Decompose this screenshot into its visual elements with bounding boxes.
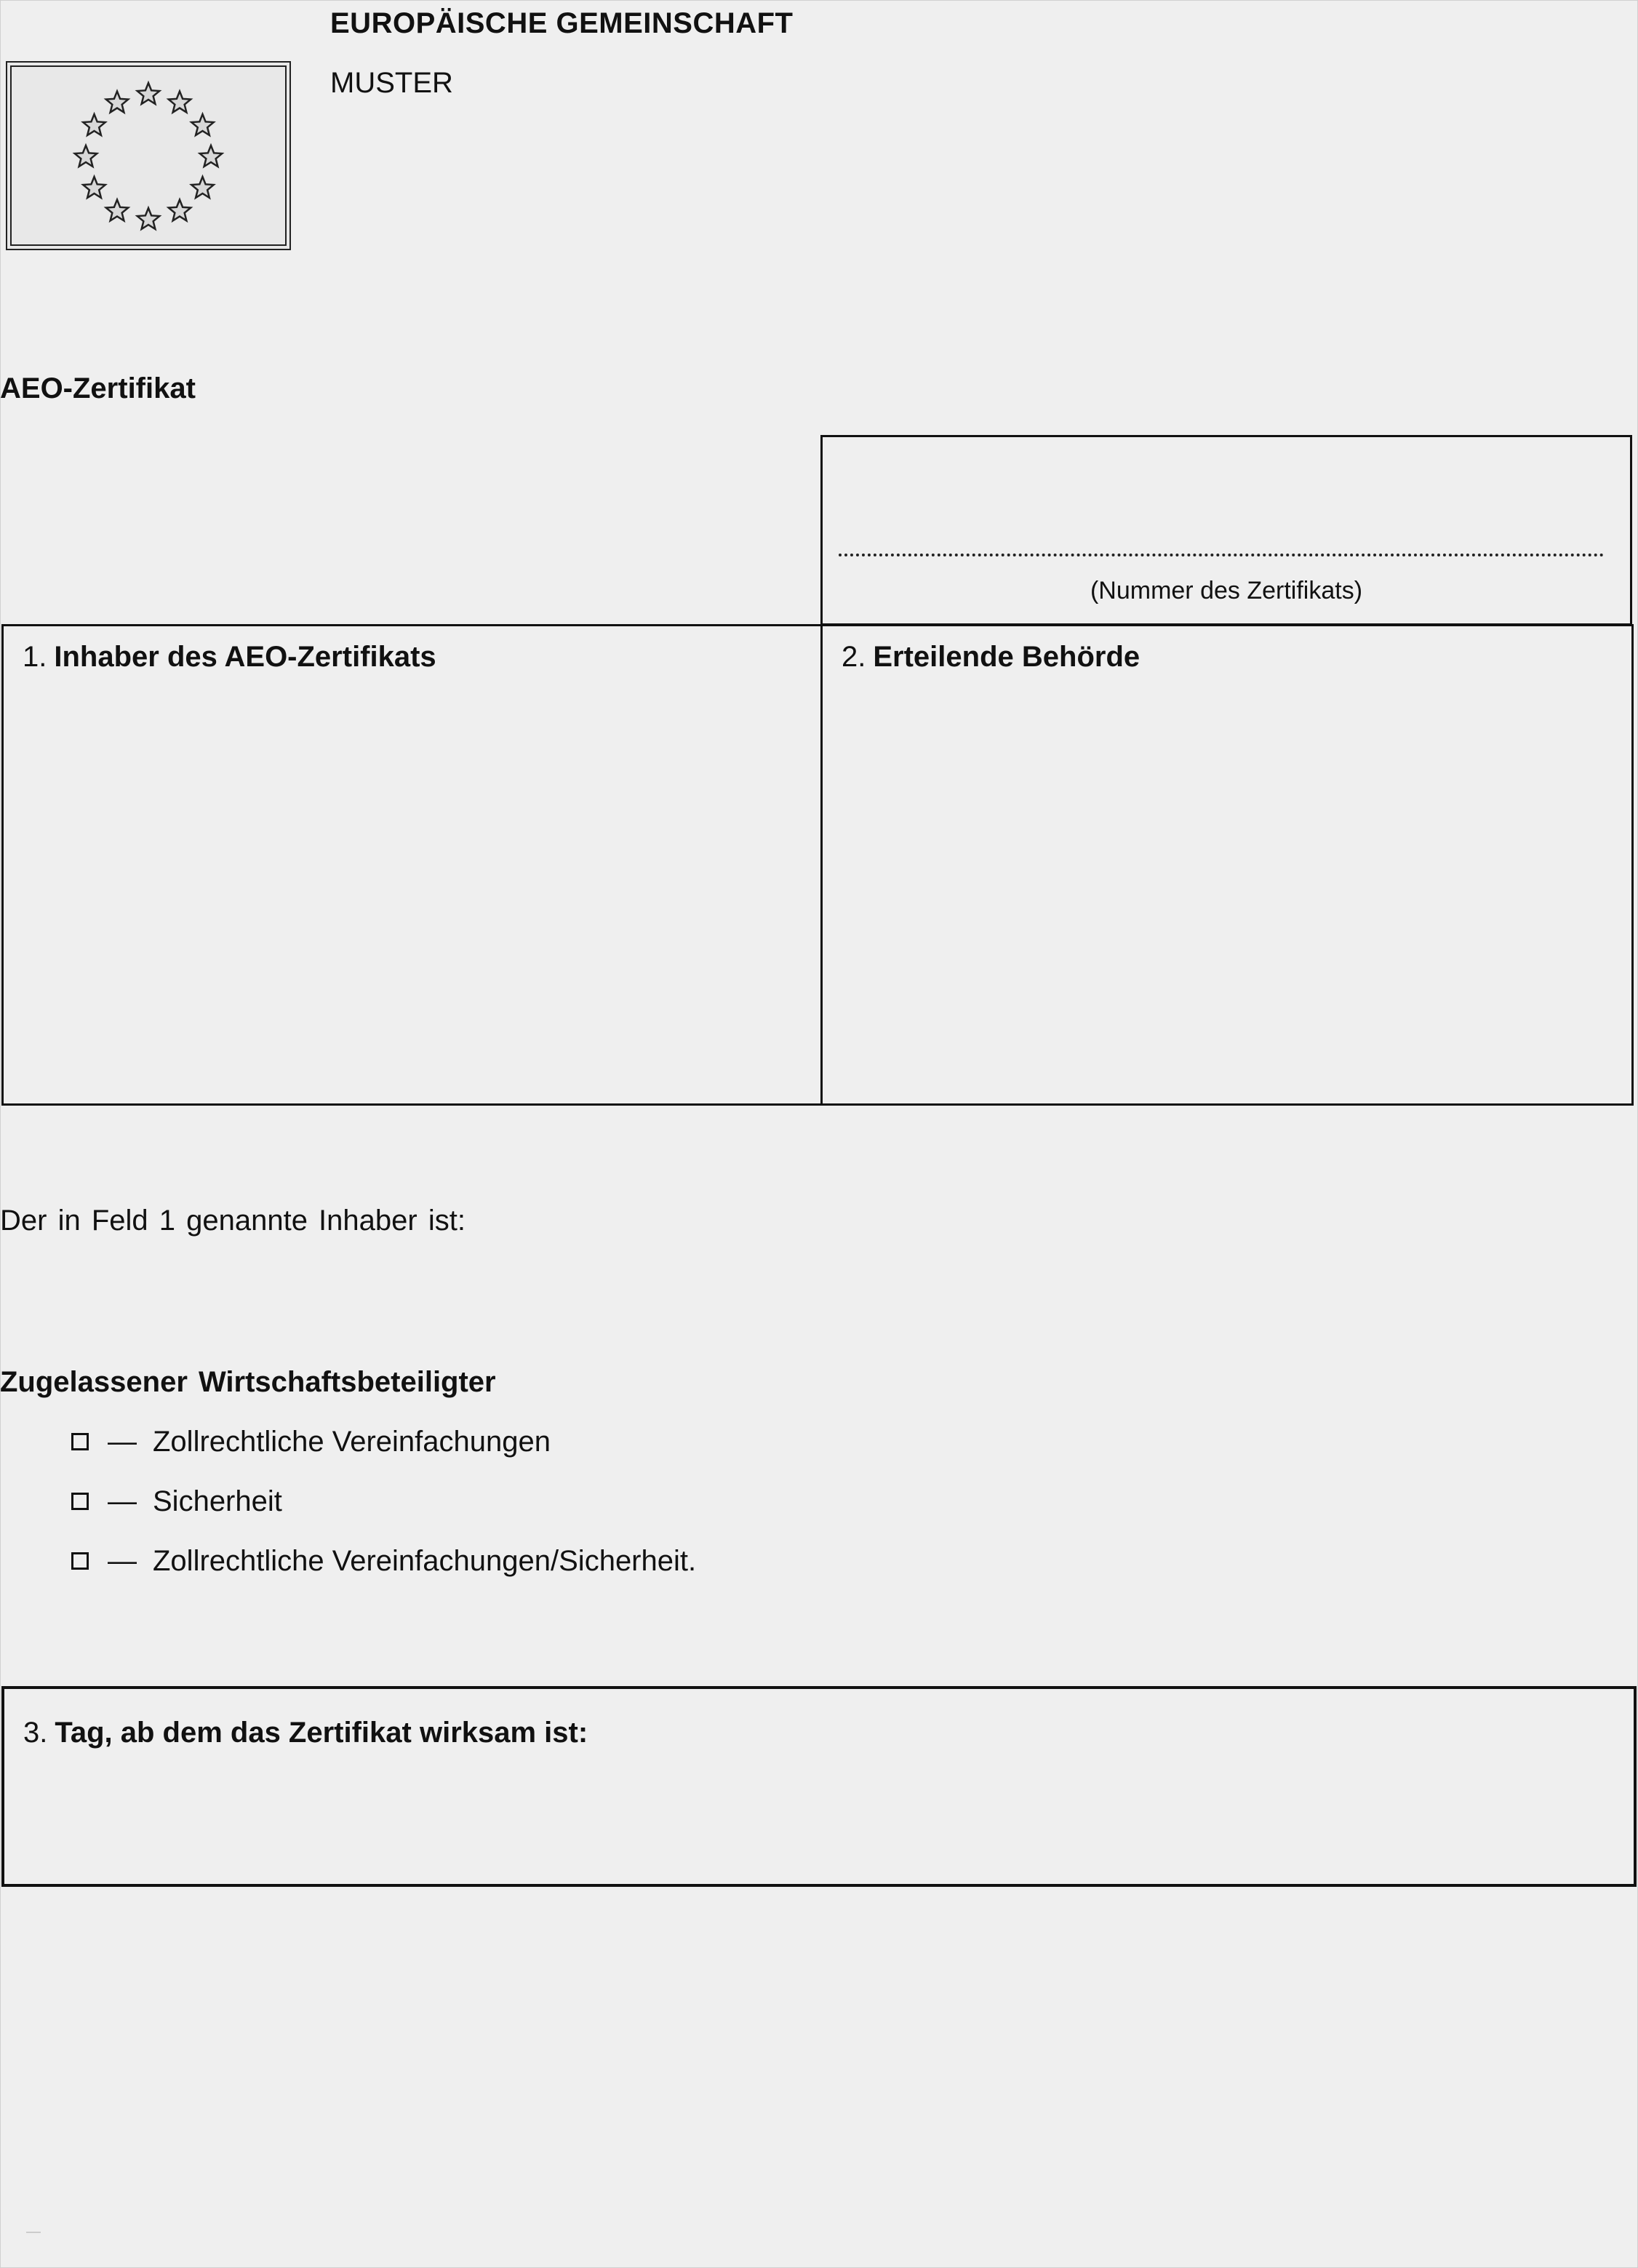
- checkbox[interactable]: [71, 1433, 89, 1450]
- checkbox[interactable]: [71, 1552, 89, 1570]
- footer-mark: [26, 2232, 41, 2233]
- option-simplifications-and-security[interactable]: [71, 1545, 696, 1605]
- certificate-number-caption: (Nummer des Zertifikats): [1090, 577, 1363, 604]
- checkbox[interactable]: [71, 1493, 89, 1510]
- field-2-label: [842, 641, 1140, 674]
- eu-flag-stars: [7, 63, 289, 249]
- star-icon: [191, 177, 213, 198]
- certificate-number-box: [820, 435, 1632, 626]
- field-1-holder: [4, 626, 823, 1103]
- field-3-label: [23, 1717, 588, 1749]
- star-icon: [83, 114, 105, 135]
- star-icon: [75, 145, 97, 167]
- star-icon: [169, 92, 191, 113]
- option-label: Zollrechtliche Vereinfachungen: [153, 1426, 551, 1458]
- option-customs-simplifications[interactable]: [71, 1426, 696, 1485]
- field-3-effective-date: [1, 1686, 1637, 1887]
- field-1-number: 1.: [23, 641, 47, 673]
- option-security[interactable]: [71, 1485, 696, 1545]
- dash: —: [108, 1426, 137, 1458]
- star-icon: [83, 177, 105, 198]
- star-icon: [169, 199, 191, 220]
- star-icon: [106, 199, 128, 220]
- field-1-title: Inhaber des AEO-Zertifikats: [54, 641, 436, 673]
- eu-flag-icon: [6, 61, 291, 250]
- dash: —: [108, 1485, 137, 1517]
- document-title: AEO-Zertifikat: [0, 372, 196, 404]
- certificate-number-line: [839, 554, 1604, 556]
- dash: —: [108, 1545, 137, 1577]
- status-section-title: Zugelassener Wirtschaftsbeteiligter: [0, 1366, 496, 1398]
- holder-statement: Der in Feld 1 genannte Inhaber ist:: [0, 1205, 466, 1237]
- star-icon: [191, 114, 213, 135]
- option-label: Zollrechtliche Vereinfachungen/Sicherheit.: [153, 1545, 697, 1577]
- star-icon: [200, 145, 222, 167]
- status-options: [71, 1426, 696, 1605]
- field-2-authority: [823, 626, 1631, 1103]
- option-label: Sicherheit: [153, 1485, 282, 1517]
- star-icon: [137, 208, 159, 229]
- header-title: EUROPÄISCHE GEMEINSCHAFT: [330, 7, 794, 39]
- field-3-number: 3.: [23, 1717, 48, 1749]
- star-icon: [106, 92, 128, 113]
- field-1-label: [23, 641, 436, 674]
- star-icon: [137, 83, 159, 104]
- header-subtitle: MUSTER: [330, 67, 453, 99]
- field-2-number: 2.: [842, 641, 866, 673]
- field-2-title: Erteilende Behörde: [873, 641, 1140, 673]
- fields-table: [1, 624, 1634, 1106]
- field-3-title: Tag, ab dem das Zertifikat wirksam ist:: [55, 1717, 588, 1749]
